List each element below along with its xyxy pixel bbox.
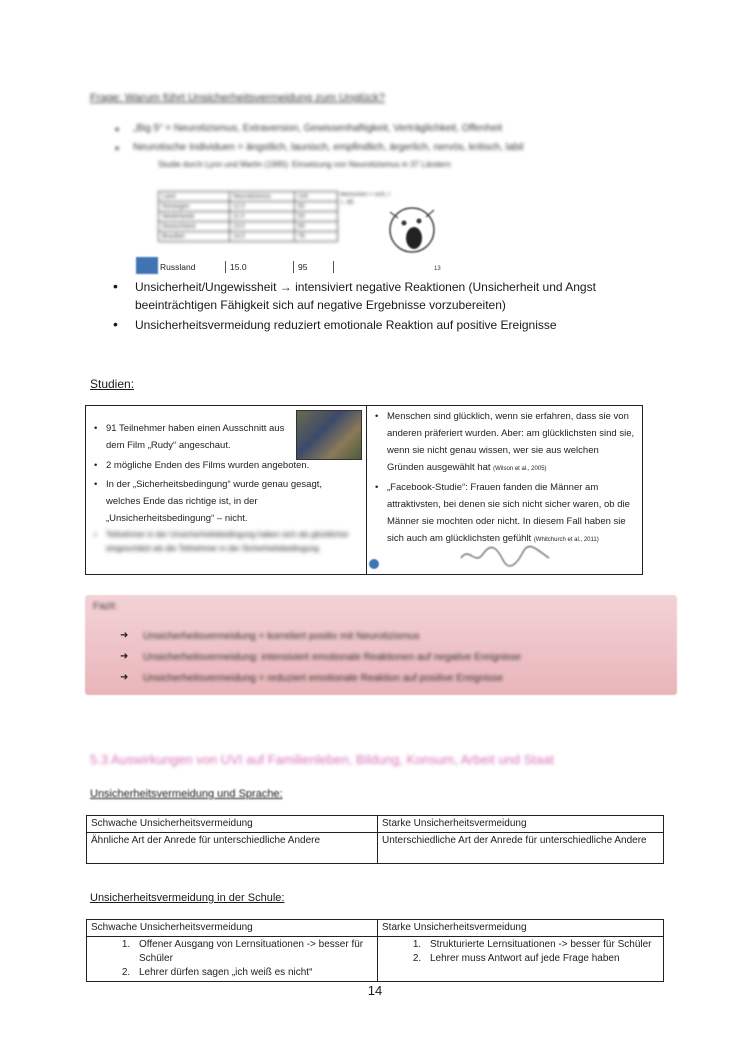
russland-neuro-cell: 15.0 xyxy=(230,262,247,272)
table-cell: 50 xyxy=(295,202,338,212)
list-item: 1. Offener Ausgang von Lernsituationen -> besser für Schüler xyxy=(133,938,373,966)
neurotic-bullet: ▪ Neurotische Individuen = ängstlich, launisch, empfindlich, ärgerlich, nervös, kritisch, labil xyxy=(133,142,523,153)
table-header: Starke Unsicherheitsvermeidung xyxy=(378,920,664,937)
table-header: Land xyxy=(159,192,230,202)
positive-events-bullet: • Unsicherheitsvermeidung reduziert emotionale Reaktion auf positive Ereignisse xyxy=(135,316,605,334)
fazit-item: Unsicherheitsvermeidung: intensiviert emotionale Reaktionen auf negative Ereignisse xyxy=(143,652,521,663)
fazit-item: Unsicherheitsvermeidung = reduziert emotionale Reaktion auf positive Ereignisse xyxy=(143,673,503,684)
table-cell: Norwegen xyxy=(159,202,230,212)
table-cell xyxy=(378,937,664,982)
table-cell: Niederlande xyxy=(159,212,230,222)
table-cell: Ähnliche Art der Anrede für unterschiedliche Andere xyxy=(87,833,378,864)
table-cell: 12.0 xyxy=(230,202,295,212)
slide-number: 13 xyxy=(434,266,441,272)
school-table xyxy=(86,919,664,982)
language-table xyxy=(86,815,664,864)
arrow-icon: ➜ xyxy=(120,672,129,683)
table-cell: 13.0 xyxy=(230,222,295,232)
small-logo-icon xyxy=(369,559,379,569)
table-header: Schwache Unsicherheitsvermeidung xyxy=(87,816,378,833)
negative-reactions-bullet: • Unsicherheit/Ungewissheit → intensiviert negative Reaktionen (Unsicherheit und Angst beeinträchtigen Fähigkeit sich auf negative Ergebnisse vorzubereiten) xyxy=(135,278,605,314)
study-item: • In der „Sicherheitsbedingung“ wurde genau gesagt, welches Ende das richtige ist, in der „Unsicherheitsbedingung“ – nicht. xyxy=(106,476,356,527)
list-item: 2. Lehrer muss Antwort auf jede Frage haben xyxy=(424,952,659,966)
list-item: 2. Lehrer dürfen sagen „ich weiß es nicht“ xyxy=(133,966,373,980)
handwriting-scribble-icon xyxy=(457,542,557,570)
fazit-title: Fazit: xyxy=(93,601,118,612)
table-cell: Deutschland xyxy=(159,222,230,232)
study-box-facebook xyxy=(366,405,643,575)
table-cell: 76 xyxy=(295,232,338,242)
neuroticism-table xyxy=(158,191,338,242)
page-number: 14 xyxy=(367,983,383,998)
study-item xyxy=(387,408,635,478)
school-subheading: Unsicherheitsvermeidung in der Schule: xyxy=(90,892,285,904)
table-header: UAI xyxy=(295,192,338,202)
russland-uai-cell: 95 xyxy=(298,262,308,272)
study-item xyxy=(387,479,635,544)
arrow-icon: ➜ xyxy=(120,630,129,641)
table-header: Neurotizismus xyxy=(230,192,295,202)
section-heading: 5.3 Auswirkungen von UVI auf Familienleben, Bildung, Konsum, Arbeit und Staat xyxy=(90,752,554,767)
table-cell: Unterschiedliche Art der Anrede für unterschiedliche Andere xyxy=(378,833,664,864)
fazit-item: Unsicherheitsvermeidung = korreliert positiv mit Neurotizismus xyxy=(143,631,420,642)
table-divider xyxy=(225,261,226,273)
football-photo xyxy=(296,410,362,460)
study-box-rudy xyxy=(85,405,367,575)
study-item-blurred: • Teilnehmer in der Unsicherheitsbedingung haben sich als glücklicher eingeschätzt als die Teilnehmer in der Sicherheitsbedingung xyxy=(106,528,356,556)
arrow-icon: ➜ xyxy=(120,651,129,662)
citation: (Wilson et al., 2005) xyxy=(493,466,547,472)
university-logo-icon xyxy=(136,257,158,274)
table-header: Schwache Unsicherheitsvermeidung xyxy=(87,920,378,937)
list-item: 1. Strukturierte Lernsituationen -> besser für Schüler xyxy=(424,938,659,952)
table-cell xyxy=(87,937,378,982)
table-header: Starke Unsicherheitsvermeidung xyxy=(378,816,664,833)
blurred-line xyxy=(387,527,627,537)
table-cell: 11.0 xyxy=(230,212,295,222)
russland-cell: Russland xyxy=(160,262,196,272)
study-item: • 91 Teilnehmer haben einen Ausschnitt aus dem Film „Rudy“ angeschaut. xyxy=(106,420,298,454)
table-cell: 65 xyxy=(295,222,338,232)
table-divider xyxy=(293,261,294,273)
correlation-note: Menschen = sich, r = .65 xyxy=(340,192,391,206)
table-divider xyxy=(333,261,334,273)
study-sub-bullet: Studie durch Lynn und Martin (1995): Einsetzung von Neurotizismus in 37 Ländern xyxy=(158,160,451,169)
table-cell: Brasilien xyxy=(159,232,230,242)
study-text: Menschen sind glücklich, wenn sie erfahren, dass sie von anderen präferiert wurden. Aber: am glücklichsten sind sie, wenn sie nicht genau wissen, wer sie aus welchen Gründen ausgewählt hat xyxy=(387,411,635,473)
screaming-face-icon xyxy=(384,200,440,262)
question-heading: Frage: Warum führt Unsicherheitsvermeidung zum Unglück? xyxy=(90,92,385,104)
citation: (Whitchurch et al., 2011) xyxy=(533,537,599,543)
study-item: • 2 mögliche Enden des Films wurden angeboten. xyxy=(106,457,356,474)
language-subheading: Unsicherheitsvermeidung und Sprache: xyxy=(90,788,283,800)
table-cell: 14.0 xyxy=(230,232,295,242)
studies-heading: Studien: xyxy=(90,377,135,391)
table-cell: 53 xyxy=(295,212,338,222)
big5-bullet: ▪ „Big 5“ = Neurotizismus, Extraversion, Gewissenhaftigkeit, Verträglichkeit, Offenheit xyxy=(133,123,502,134)
study-text: „Facebook-Studie“: Frauen fanden die Männer am attraktivsten, bei denen sie sich nicht sicher waren, ob die Männer sie mochten oder nicht. In diesem Fall haben sie sich auch am glücklichsten gefühlt xyxy=(387,482,630,544)
